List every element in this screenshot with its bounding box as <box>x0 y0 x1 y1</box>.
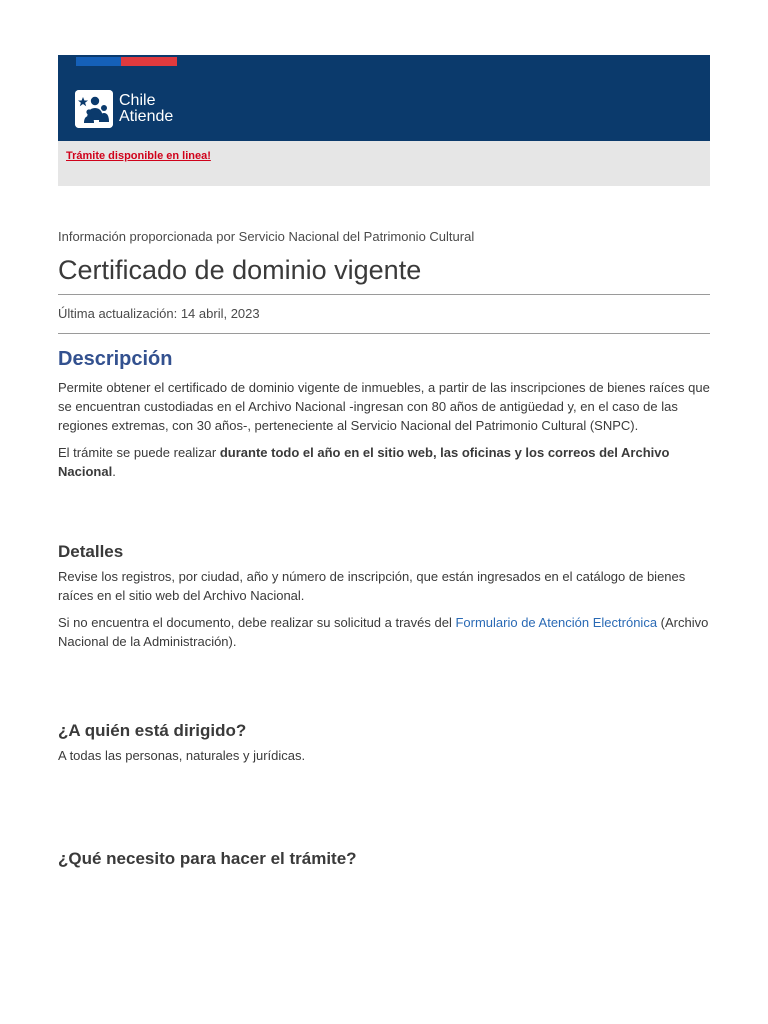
necesito-heading: ¿Qué necesito para hacer el trámite? <box>58 849 357 868</box>
flag-stripe <box>76 57 177 66</box>
dirigido-paragraph: A todas las personas, naturales y jurídicas. <box>58 748 306 763</box>
detalles-paragraph-2 <box>58 613 710 651</box>
descripcion-paragraph-1: Permite obtener el certificado de dominio vigente de inmuebles, a partir de las inscripciones de bienes raíces que se encuentran custodiadas en el Archivo Nacional -ingresan con 80 años de antigüedad y, en el caso de las regiones extremas, con 30 años-, perteneciente al Servicio Nacional del Patrimonio Cultural (SNPC). <box>58 380 710 433</box>
detalles-paragraph-1: Revise los registros, por ciudad, año y número de inscripción, que están ingresados en el catálogo de bienes raíces en el sitio web del Archivo Nacional. <box>58 569 686 603</box>
page-title: Certificado de dominio vigente <box>58 255 422 285</box>
online-notice-bar <box>58 141 710 186</box>
main-content <box>58 228 710 870</box>
title-divider <box>58 294 710 295</box>
detalles-p2-suffix: (Archivo Nacional de la Administración). <box>58 615 709 649</box>
logo-text <box>119 93 173 125</box>
descripcion-p2-suffix: . <box>112 464 116 479</box>
online-procedure-link[interactable]: Trámite disponible en linea! <box>66 150 211 162</box>
family-icon <box>75 90 113 128</box>
descripcion-heading: Descripción <box>58 348 173 370</box>
logo-line-chile: Chile <box>119 92 156 109</box>
descripcion-p2-prefix: El trámite se puede realizar <box>58 445 220 460</box>
provider-info: Información proporcionada por Servicio Nacional del Patrimonio Cultural <box>58 229 475 244</box>
dirigido-heading: ¿A quién está dirigido? <box>58 721 247 740</box>
descripcion-paragraph-2 <box>58 443 710 481</box>
site-header <box>58 55 710 141</box>
descripcion-p2-bold: durante todo el año en el sitio web, las oficinas y los correos del Archivo Nacional <box>58 445 670 479</box>
chileatiende-logo[interactable] <box>75 90 173 128</box>
flag-blue-segment <box>76 57 121 66</box>
last-updated: Última actualización: 14 abril, 2023 <box>58 306 260 321</box>
flag-red-segment <box>121 57 177 66</box>
detalles-p2-prefix: Si no encuentra el documento, debe realizar su solicitud a través del <box>58 615 456 630</box>
detalles-heading: Detalles <box>58 542 124 561</box>
formulario-atencion-link[interactable]: Formulario de Atención Electrónica <box>455 615 658 630</box>
logo-line-atiende: Atiende <box>119 108 174 125</box>
updated-divider <box>58 333 710 334</box>
